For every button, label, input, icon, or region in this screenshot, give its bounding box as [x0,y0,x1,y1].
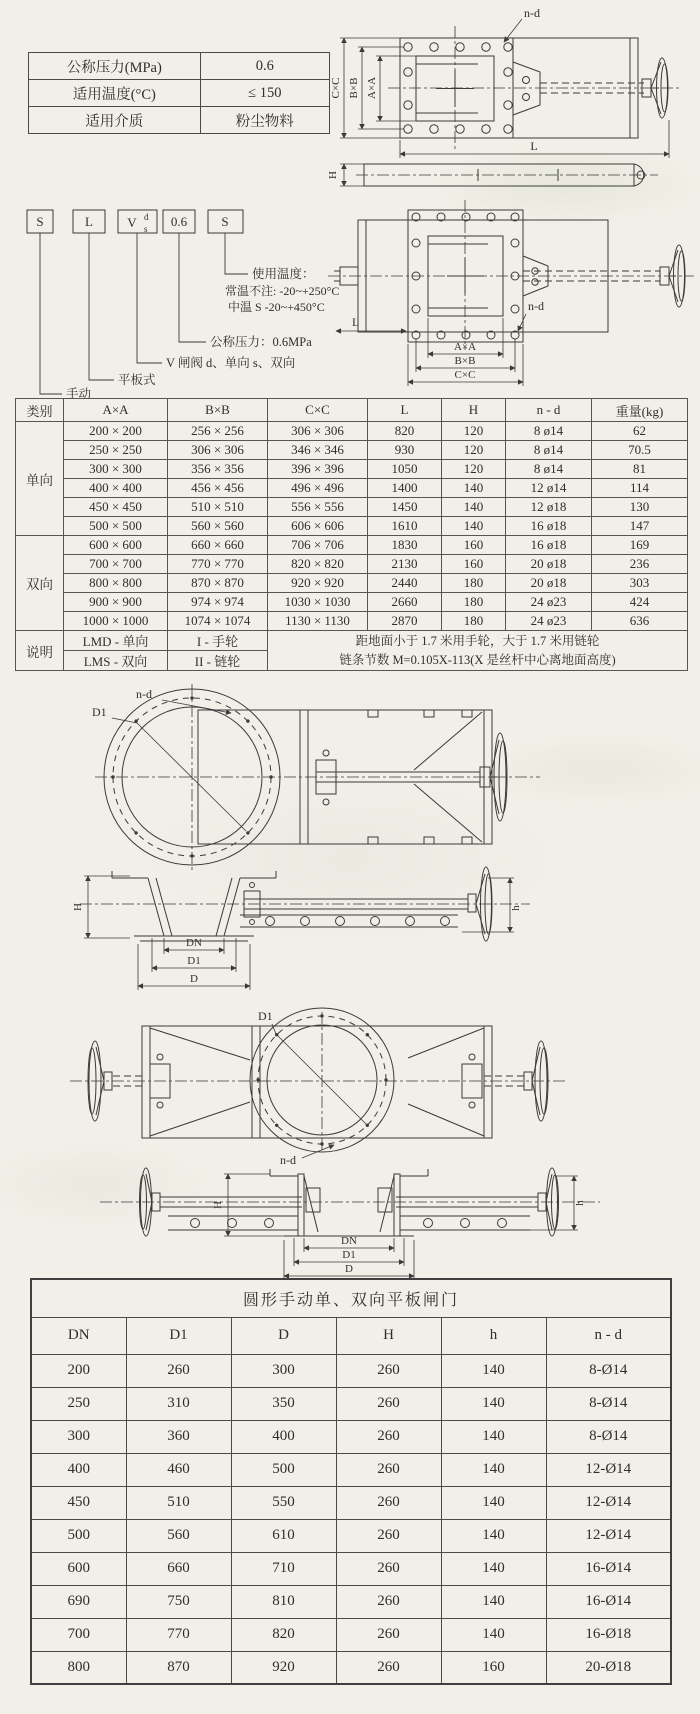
round-table-cell: 300 [231,1354,336,1387]
dim-label-axa: A×A [366,76,378,100]
round-table-cell: 12-Ø14 [546,1453,671,1486]
dimension-cell: 920 × 920 [268,574,368,593]
note-cell: I - 手轮 [168,631,268,651]
round-table-row [31,1585,671,1618]
round-table-cell: 770 [126,1618,231,1651]
round-valve-drawings [0,682,700,1282]
dim-label-d1: D1 [92,705,107,719]
round-table-cell: 140 [441,1585,546,1618]
dimension-cell: 24 ø23 [506,593,592,612]
dimension-cell: 8 ø14 [506,460,592,479]
main-table-body [16,422,688,671]
dim-label-bxb: B×B [454,355,476,367]
main-dimension-table [15,398,688,671]
round-table-cell: 140 [441,1486,546,1519]
round-table-header-row [31,1317,671,1354]
note-row [16,631,688,651]
dimension-cell: 160 [442,555,506,574]
callout-temperature-line1: 常温不注: -20~+250°C [225,284,340,298]
dimension-cell: 114 [592,479,688,498]
dimension-cell: 820 × 820 [268,555,368,574]
category-cell: 单向 [16,422,64,536]
dim-label-height-big: H [212,1201,224,1209]
round-table-cell: 560 [126,1519,231,1552]
main-table-row [16,574,688,593]
code-box-3-sup: d [144,212,149,222]
dimension-cell: 1450 [368,498,442,517]
category-cell: 双向 [16,536,64,631]
dimension-lines [84,876,514,990]
dimension-cell: 140 [442,517,506,536]
dimension-cell: 500 × 500 [64,517,168,536]
callout-temperature-line2: 中温 S -20~+450°C [228,300,325,314]
dimension-cell: 16 ø18 [506,536,592,555]
dim-label-d1: D1 [187,955,201,967]
round-table-cell: 460 [126,1453,231,1486]
note-remark-line: 距地面小于 1.7 米用手轮，大于 1.7 米用链轮 [355,634,600,649]
dimension-cell: 140 [442,498,506,517]
dimension-cell: 450 × 450 [64,498,168,517]
dimension-cell: 1030 × 1030 [268,593,368,612]
header-cell: D [231,1317,336,1354]
dimension-cell: 130 [592,498,688,517]
main-table-row [16,517,688,536]
dimension-cell: 120 [442,422,506,441]
dim-label-d1: D1 [342,1249,356,1261]
dimension-lines [224,1174,578,1280]
round-table-cell: 800 [31,1651,126,1684]
dim-label-d: D [190,973,198,985]
dimension-cell: 974 × 974 [168,593,268,612]
round-table-cell: 500 [31,1519,126,1552]
dimension-cell: 24 ø23 [506,612,592,631]
code-box-5: S [221,214,229,229]
dimension-cell: 256 × 256 [168,422,268,441]
round-table-row [31,1420,671,1453]
round-table-row [31,1354,671,1387]
dimension-cell: 8 ø14 [506,441,592,460]
main-table-row [16,555,688,574]
dimension-cell: 169 [592,536,688,555]
main-table-row [16,536,688,555]
dim-label-dn: DN [341,1235,357,1247]
dimension-cell: 660 × 660 [168,536,268,555]
dimension-cell: 800 × 800 [64,574,168,593]
spec-value: ≤ 150 [200,80,329,107]
round-table-cell: 870 [126,1651,231,1684]
spec-value: 粉尘物料 [200,107,329,134]
round-table-cell: 140 [441,1453,546,1486]
valve-side-view [340,164,658,186]
dim-label-height-small: h [574,1200,586,1206]
round-table-cell: 140 [441,1354,546,1387]
square-valve-plan-drawing-2 [328,198,700,398]
round-table-cell: 920 [231,1651,336,1684]
callout-gate-type: V 闸阀 d、单向 s、双向 [166,356,296,370]
dimension-cell: 456 × 456 [168,479,268,498]
dimension-cell: 8 ø14 [506,422,592,441]
valve-body-plan [388,26,680,150]
dimension-cell: 706 × 706 [268,536,368,555]
code-box-3-sub: s [144,224,148,234]
round-table-cell: 660 [126,1552,231,1585]
dimension-cell: 12 ø18 [506,498,592,517]
dimension-cell: 1400 [368,479,442,498]
dimension-cell: 930 [368,441,442,460]
spec-label: 适用温度(°C) [29,80,201,107]
header-cell: h [441,1317,546,1354]
header-cell: D1 [126,1317,231,1354]
callout-manual: 手动 [66,387,92,401]
dimension-cell: 2660 [368,593,442,612]
bolt-pattern-label: n-d [136,687,152,701]
round-table-row [31,1618,671,1651]
dimension-cell: 2130 [368,555,442,574]
main-table-row [16,593,688,612]
round-table-cell: 360 [126,1420,231,1453]
round-table-title-row [31,1279,671,1317]
dim-label-height: H [327,171,339,179]
round-table-cell: 260 [336,1486,441,1519]
round-table-cell: 400 [31,1453,126,1486]
header-cell: H [442,399,506,422]
dimension-cell: 770 × 770 [168,555,268,574]
dimension-cell: 16 ø18 [506,517,592,536]
header-cell: H [336,1317,441,1354]
table-title: 圆形手动单、双向平板闸门 [31,1279,671,1317]
dimension-cell: 2440 [368,574,442,593]
valve-body-plan [328,200,694,350]
header-cell: A×A [64,399,168,422]
main-table-row [16,441,688,460]
spec-table [28,52,330,134]
round-table-cell: 260 [336,1420,441,1453]
dim-label-length: L [530,139,538,153]
round-table-cell: 500 [231,1453,336,1486]
dimension-cell: 1074 × 1074 [168,612,268,631]
round-table-cell: 820 [231,1618,336,1651]
dimension-cell: 200 × 200 [64,422,168,441]
round-table-cell: 300 [31,1420,126,1453]
dimension-cell: 2870 [368,612,442,631]
dimension-cell: 400 × 400 [64,479,168,498]
round-table-cell: 610 [231,1519,336,1552]
spec-value: 0.6 [200,53,329,80]
dim-label-length: L [352,315,360,329]
dimension-cell: 900 × 900 [64,593,168,612]
round-table-cell: 140 [441,1618,546,1651]
bolt-marks [424,1219,507,1228]
round-table-row [31,1387,671,1420]
dimension-cell: 424 [592,593,688,612]
round-table-cell: 750 [126,1585,231,1618]
round-side-double [100,1168,600,1236]
round-table-cell: 8-Ø14 [546,1387,671,1420]
dimension-cell: 250 × 250 [64,441,168,460]
dimension-cell: 70.5 [592,441,688,460]
dimension-cell: 356 × 356 [168,460,268,479]
header-cell: 类别 [16,399,64,422]
header-cell: n - d [546,1317,671,1354]
dimension-cell: 120 [442,460,506,479]
dimension-cell: 820 [368,422,442,441]
dimension-lines [336,314,526,386]
bolt-pattern-label: n-d [528,299,544,313]
round-table-cell: 600 [31,1552,126,1585]
dimension-cell: 606 × 606 [268,517,368,536]
round-table-cell: 12-Ø14 [546,1486,671,1519]
dimension-cell: 20 ø18 [506,574,592,593]
dimension-cell: 306 × 306 [268,422,368,441]
dimension-cell: 180 [442,612,506,631]
round-table-cell: 260 [336,1552,441,1585]
dimension-lines [340,19,669,158]
dimension-cell: 556 × 556 [268,498,368,517]
header-cell: L [368,399,442,422]
note-remark-line: 链条节数 M=0.105X-113(X 是丝杆中心离地面高度) [339,652,616,667]
round-plan-single [95,684,540,872]
round-table-row [31,1552,671,1585]
round-table-cell: 140 [441,1552,546,1585]
round-valve-table [30,1278,672,1685]
note-cell: II - 链轮 [168,651,268,671]
spec-row [29,107,330,134]
round-side-single [80,867,530,941]
round-table-row [31,1651,671,1684]
dimension-cell: 600 × 600 [64,536,168,555]
round-table-cell: 140 [441,1420,546,1453]
note-remark-cell [268,631,688,671]
dim-label-bxb: B×B [348,77,360,99]
dim-label-cxc: C×C [330,77,342,99]
main-table-row [16,612,688,631]
main-table-header-row [16,399,688,422]
note-category-cell: 说明 [16,631,64,671]
round-table-cell: 260 [336,1387,441,1420]
round-table-cell: 20-Ø18 [546,1651,671,1684]
round-table-row [31,1486,671,1519]
code-box-3: V [127,215,137,230]
dimension-cell: 1050 [368,460,442,479]
bolt-pattern-label: n-d [280,1153,296,1167]
round-table-cell: 8-Ø14 [546,1420,671,1453]
code-box-4: 0.6 [170,214,188,229]
dimension-cell: 346 × 346 [268,441,368,460]
round-table-cell: 310 [126,1387,231,1420]
round-table-row [31,1519,671,1552]
code-box-1: S [36,214,44,229]
dimension-cell: 560 × 560 [168,517,268,536]
round-table-cell: 12-Ø14 [546,1519,671,1552]
round-table-cell: 260 [336,1453,441,1486]
round-table-row [31,1453,671,1486]
dimension-cell: 870 × 870 [168,574,268,593]
round-table-cell: 160 [441,1651,546,1684]
round-table-cell: 140 [441,1519,546,1552]
dimension-cell: 636 [592,612,688,631]
dim-label-cxc: C×C [454,369,476,381]
callout-temperature-title: 使用温度： [252,267,315,281]
round-plan-double [70,1008,568,1158]
dimension-cell: 180 [442,574,506,593]
main-table-row [16,498,688,517]
round-table-cell: 16-Ø18 [546,1618,671,1651]
dimension-cell: 120 [442,441,506,460]
bolt-marks [191,1219,274,1228]
dimension-cell: 1830 [368,536,442,555]
dimension-cell: 1000 × 1000 [64,612,168,631]
dimension-cell: 180 [442,593,506,612]
round-table-cell: 16-Ø14 [546,1552,671,1585]
dimension-cell: 1610 [368,517,442,536]
round-table-cell: 260 [336,1519,441,1552]
dimension-cell: 1130 × 1130 [268,612,368,631]
note-cell: LMS - 双向 [64,651,168,671]
dimension-cell: 496 × 496 [268,479,368,498]
spec-label: 公称压力(MPa) [29,53,201,80]
round-table-cell: 260 [336,1651,441,1684]
spec-row [29,53,330,80]
model-code-diagram [18,196,358,408]
dim-label-dn: DN [186,937,202,949]
round-table-cell: 450 [31,1486,126,1519]
header-cell: 重量(kg) [592,399,688,422]
dimension-cell: 510 × 510 [168,498,268,517]
dimension-cell: 62 [592,422,688,441]
round-table-cell: 400 [231,1420,336,1453]
dimension-cell: 306 × 306 [168,441,268,460]
callout-plate-type: 平板式 [118,373,156,387]
bolt-pattern-label: n-d [524,6,540,20]
round-table-cell: 710 [231,1552,336,1585]
main-table-row [16,422,688,441]
header-cell: n - d [506,399,592,422]
header-cell: DN [31,1317,126,1354]
dimension-cell: 700 × 700 [64,555,168,574]
dim-label-height-big: H [72,903,84,911]
dimension-cell: 81 [592,460,688,479]
round-table-cell: 350 [231,1387,336,1420]
bottom-table-body [31,1354,671,1684]
note-cell: LMD - 单向 [64,631,168,651]
round-table-cell: 260 [126,1354,231,1387]
dimension-cell: 236 [592,555,688,574]
dim-label-d: D [345,1263,353,1275]
round-table-cell: 250 [31,1387,126,1420]
round-table-cell: 16-Ø14 [546,1585,671,1618]
dimension-cell: 147 [592,517,688,536]
main-table-row [16,460,688,479]
round-table-cell: 200 [31,1354,126,1387]
round-table-cell: 260 [336,1354,441,1387]
dimension-cell: 20 ø18 [506,555,592,574]
dimension-cell: 300 × 300 [64,460,168,479]
header-cell: C×C [268,399,368,422]
spec-row [29,80,330,107]
round-table-cell: 700 [31,1618,126,1651]
square-valve-plan-drawing [328,2,700,198]
dimension-cell: 160 [442,536,506,555]
round-table-cell: 690 [31,1585,126,1618]
round-table-cell: 8-Ø14 [546,1354,671,1387]
main-table-row [16,479,688,498]
dimension-cell: 140 [442,479,506,498]
round-table-cell: 510 [126,1486,231,1519]
dim-label-d1: D1 [258,1009,273,1023]
spec-label: 适用介质 [29,107,201,134]
dim-label-height-small: h [510,905,522,911]
round-table-cell: 260 [336,1585,441,1618]
dim-label-axa: A×A [453,341,477,353]
callout-pressure: 公称压力：0.6MPa [210,335,312,349]
dimension-cell: 396 × 396 [268,460,368,479]
code-box-2: L [85,214,93,229]
round-table-cell: 810 [231,1585,336,1618]
dimension-cell: 12 ø14 [506,479,592,498]
bolt-marks [266,917,450,926]
round-table-cell: 140 [441,1387,546,1420]
header-cell: B×B [168,399,268,422]
round-table-cell: 260 [336,1618,441,1651]
round-table-cell: 550 [231,1486,336,1519]
dimension-cell: 303 [592,574,688,593]
